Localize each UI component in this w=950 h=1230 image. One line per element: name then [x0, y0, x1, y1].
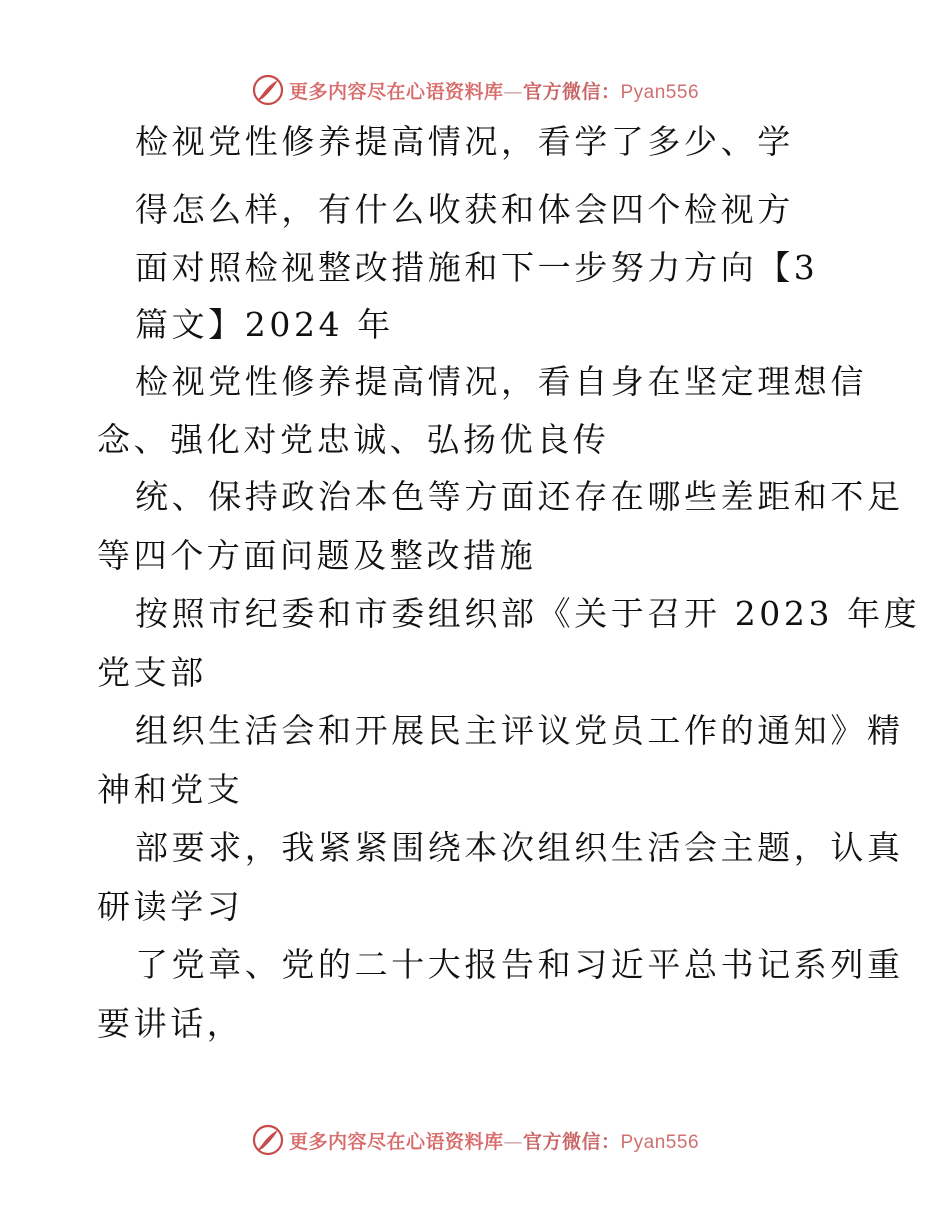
header-banner — [0, 70, 950, 110]
header-banner-text — [289, 77, 699, 104]
body-line: 面对照检视整改措施和下一步努力方向【3 — [135, 248, 819, 287]
body-line: 念、强化对党忠诚、弘扬优良传 — [97, 420, 610, 459]
body-line: 党支部 — [97, 653, 207, 692]
body-line: 按照市纪委和市委组织部《关于召开 2023 年度 — [135, 594, 921, 633]
body-line: 部要求，我紧紧围绕本次组织生活会主题，认真 — [135, 828, 904, 867]
quill-pen-logo-icon — [251, 73, 285, 107]
banner-wechat-label: 官方微信： — [522, 80, 621, 103]
body-line: 检视党性修养提高情况，看自身在坚定理想信 — [135, 362, 867, 401]
banner-main-text: 更多内容尽在心语资料库 — [288, 1130, 504, 1153]
banner-wechat-label: 官方微信： — [522, 1130, 621, 1153]
body-line: 组织生活会和开展民主评议党员工作的通知》精 — [135, 711, 904, 750]
footer-banner-text — [289, 1127, 699, 1154]
body-line: 了党章、党的二十大报告和习近平总书记系列重 — [135, 945, 904, 984]
banner-wechat-id: Pyan556 — [620, 1131, 700, 1153]
quill-pen-logo-icon — [251, 1123, 285, 1157]
body-line: 篇文】2024 年 — [135, 305, 394, 344]
banner-wechat-id: Pyan556 — [620, 81, 700, 103]
body-line: 要讲话， — [97, 1004, 244, 1043]
body-line: 检视党性修养提高情况，看学了多少、学 — [135, 122, 794, 161]
body-line: 统、保持政治本色等方面还存在哪些差距和不足 — [135, 477, 904, 516]
banner-main-text: 更多内容尽在心语资料库 — [288, 80, 504, 103]
body-line: 得怎么样，有什么收获和体会四个检视方 — [135, 190, 794, 229]
body-line: 研读学习 — [97, 887, 244, 926]
banner-dash: — — [503, 80, 523, 103]
footer-banner — [0, 1120, 950, 1160]
body-line: 等四个方面问题及整改措施 — [97, 536, 537, 575]
banner-dash: — — [503, 1130, 523, 1153]
body-line: 神和党支 — [97, 770, 244, 809]
